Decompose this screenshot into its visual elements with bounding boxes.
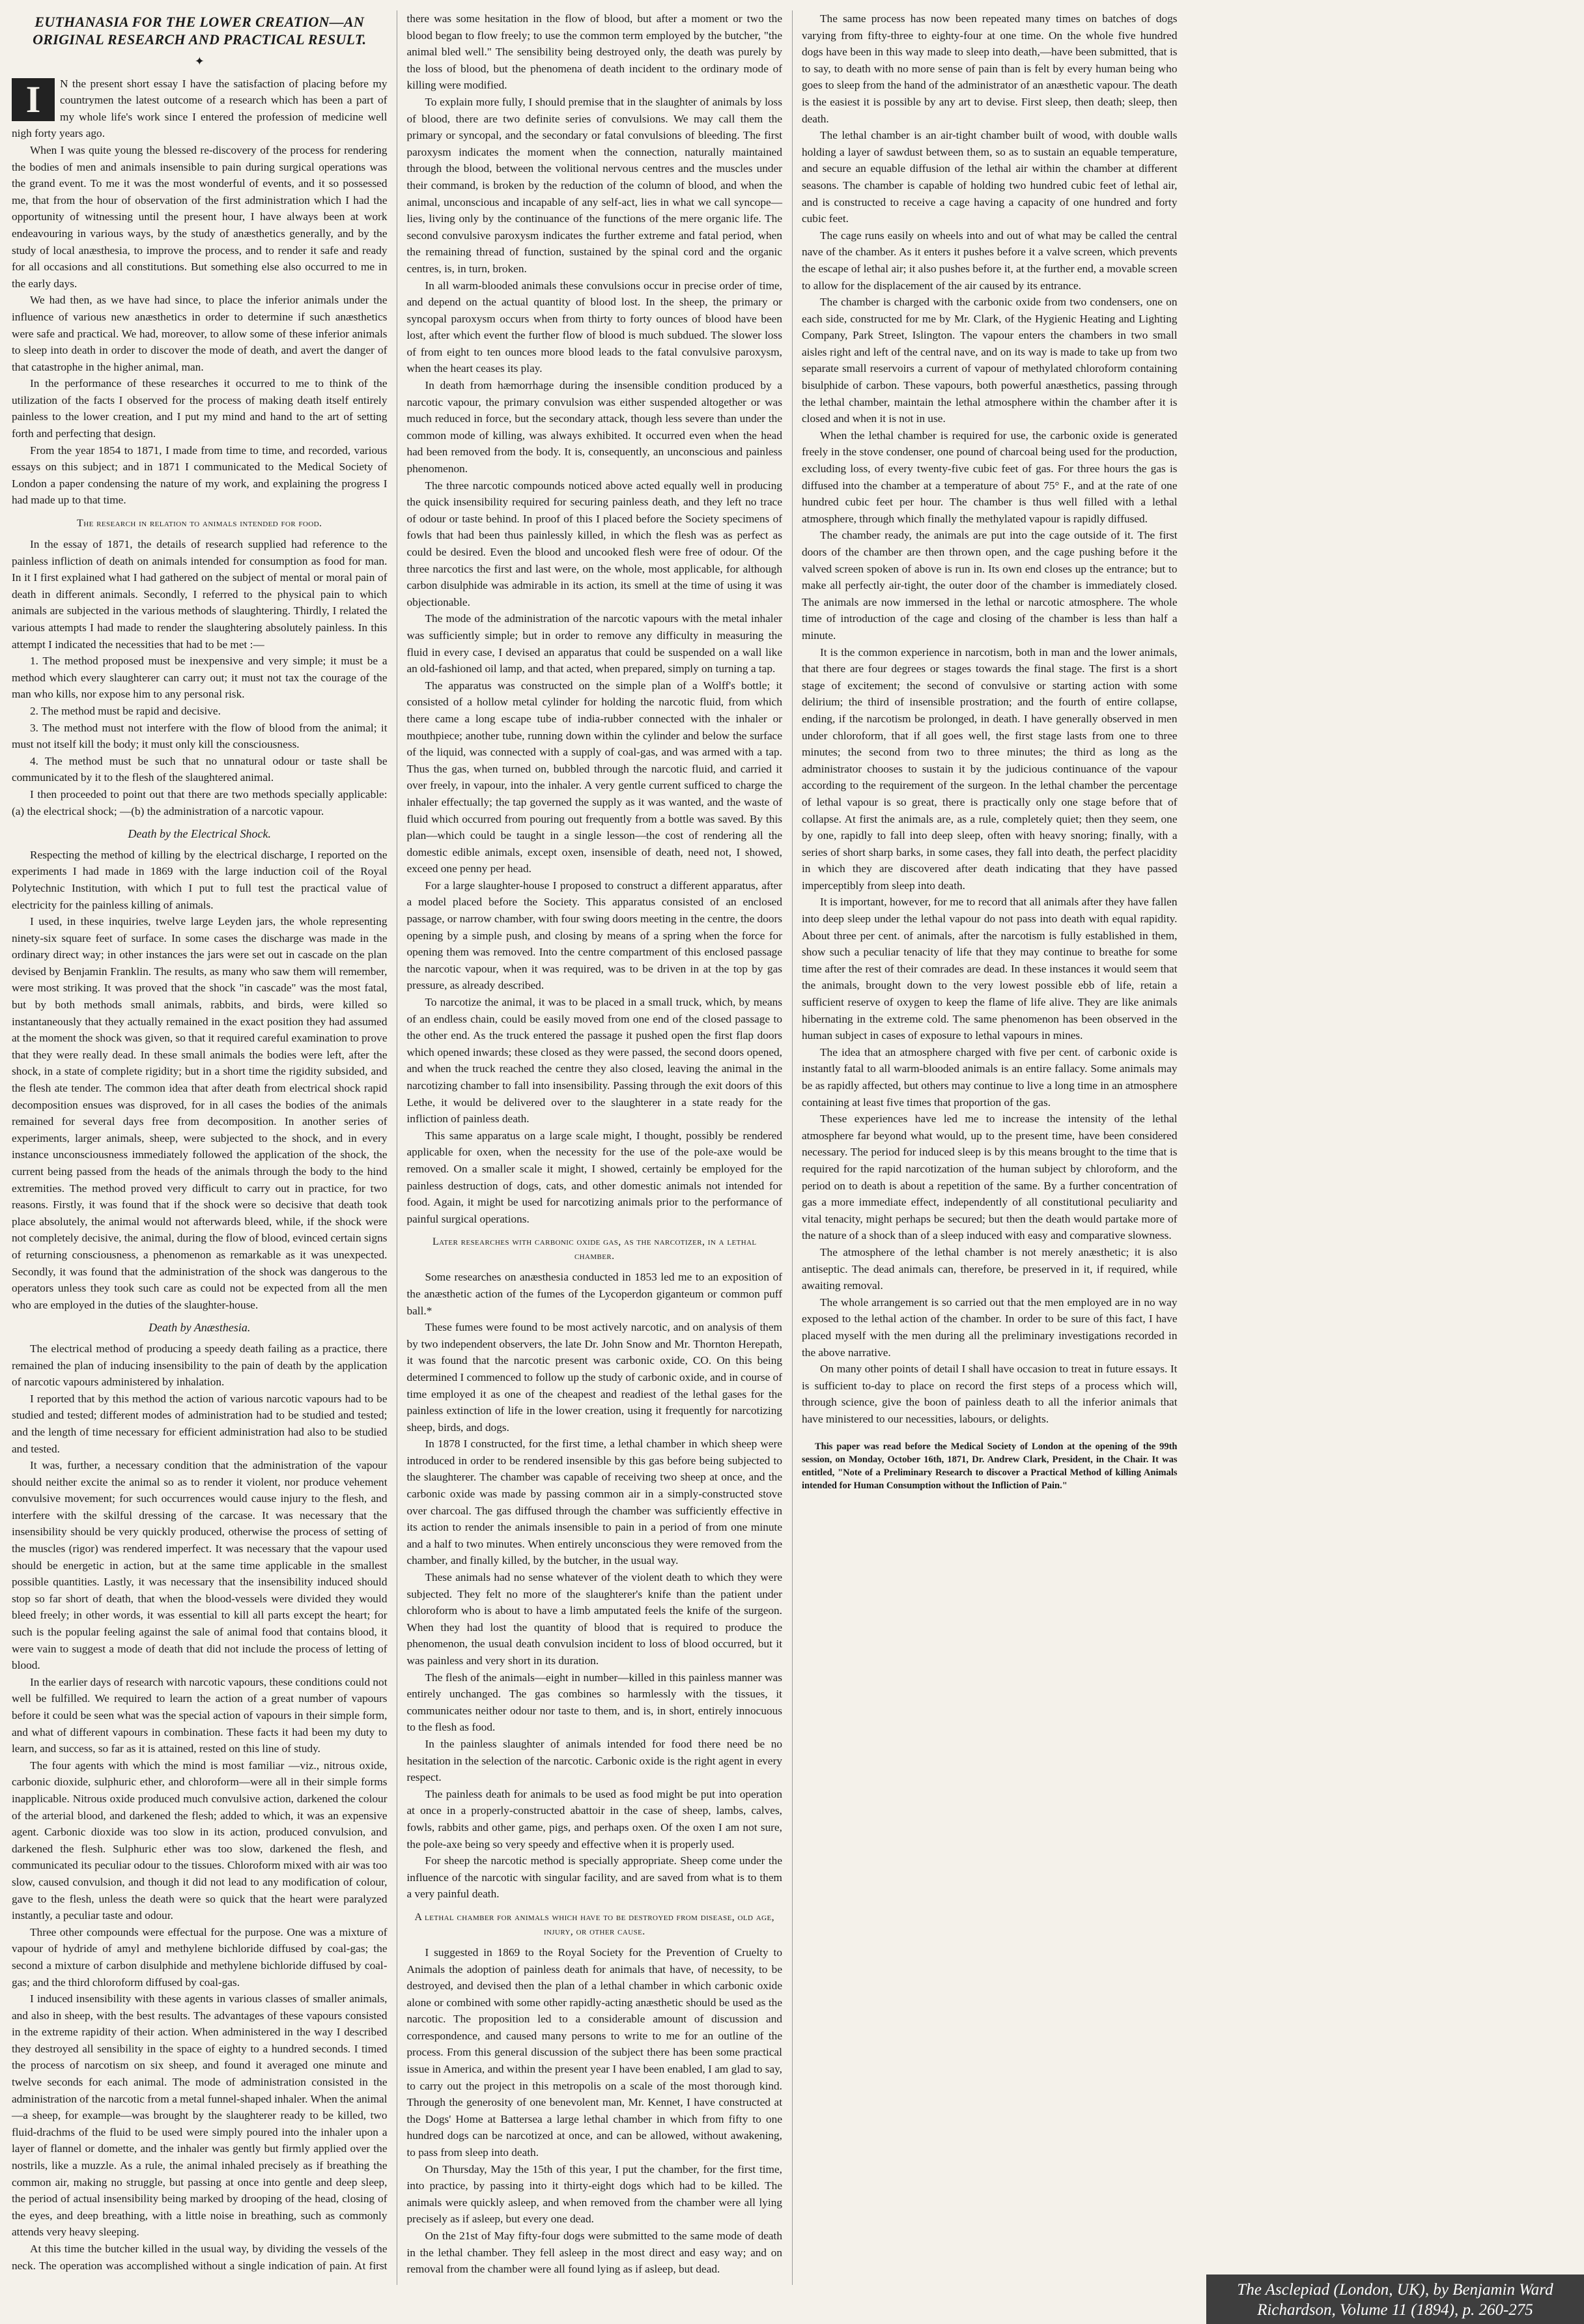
paragraph: From the year 1854 to 1871, I made from time to time, and recorded, various essays on this subject; and in 1871 I communicated to the Medical Society of London a paper condensing the nature of my work, and explaining the progress I had made up to that time. (12, 444, 388, 507)
paragraph: Three other compounds were effectual for the purpose. One was a mixture of vapour of hydride of amyl and methylene bichloride diffused by coal-gas; the second a mixture of carbon disulphide and methylene bichloride diffused by coal-gas; and the third chloroform diffused by coal-gas. (12, 1925, 388, 1989)
paragraph: On Thursday, May the 15th of this year, I put the chamber, for the first time, into practice, by passing into it thirty-eight dogs which had to be killed. The animals were quickly asleep, and when removed from the chamber were all lying precisely as if asleep, but every one dead. (406, 2162, 782, 2226)
title-ornament: ✦ (194, 55, 205, 68)
paragraph: 1. The method proposed must be inexpensive and very simple; it must be a method which every slaughterer can carry out; it must not tax the courage of the man who kills, nor expose him to any personal risk. (12, 655, 388, 701)
paragraph: In all warm-blooded animals these convulsions occur in precise order of time, and depend on the actual quantity of blood lost. In the sheep, the primary or syncopal paroxysm occurs when from thirty to forty ounces of blood have been lost, after which event the further flow of blood is much subdued. The slower loss of from eight to ten ounces more blood leads to the fatal convulsive paroxysm, when the heart ceases its play. (406, 279, 782, 375)
paragraph: In the earlier days of research with narcotic vapours, these conditions could not well be fulfilled. We required to learn the action of a great number of vapours before it could be seen what was the special action of vapours in their simple form, and what of different vapours in combination. These facts it had been my duty to learn, and success, so far as it is attained, rested on this line of study. (12, 1675, 388, 1755)
paragraph: The three narcotic compounds noticed above acted equally well in producing the quick insensibility required for securing painless death, and they left no trace of odour or taste behind. In proof of this I placed before the Society specimens of fowls that had been thus painlessly killed, in which the flesh was as perfect as could be desired. Even the blood and uncooked flesh were free of odour. Of the three narcotics the first and last were, on the whole, most applicable, for although carbon disulphide was admirable in its action, its smell at the time of using it was objectionable. (406, 479, 782, 608)
caption-line-2: Richardson, Volume 11 (1894), p. 260-275 (1257, 2301, 1533, 2319)
paragraph: The mode of the administration of the narcotic vapours with the metal inhaler was sufficiently simple; but in order to remove any difficulty in measuring the fluid in every case, I devised an apparatus that could be suspended on a wall like an old-fashioned oil lamp, and that acted, when prepared, simply on turning a tap. (406, 612, 782, 675)
paragraph: Some researches on anæsthesia conducted in 1853 led me to an exposition of the anæsthetic action of the fumes of the Lycoperdon giganteum or common puff ball.* (406, 1271, 782, 1317)
paragraph: For sheep the narcotic method is specially appropriate. Sheep come under the influence of the narcotic with singular facility, and are saved from what is to them a very painful death. (406, 1854, 782, 1901)
paragraph-text: the present short essay I have the satisfaction of placing before my countrymen the latest outcome of a research which has been a part of my whole life's work since I entered the profession of medicine well nigh forty years ago. (12, 77, 388, 140)
footnote: This paper was read before the Medical Society of London at the opening of the 99th session, on Monday, October 16th, 1871, Dr. Andrew Clark, President, in the Chair. It was entitled, "Note of a Preliminary Research to discover a Practical Method of killing Animals intended for Human Consumption without the Infliction of Pain." (802, 1441, 1178, 1492)
first-word: N (60, 77, 68, 90)
paragraph: For a large slaughter-house I proposed to construct a different apparatus, after a model placed before the Society. This apparatus consisted of an enclosed passage, or narrow chamber, with four swing doors meeting in the centre, the doors opening by a simple push, and closing by means of a spring when the force for opening them was removed. Into the centre compartment of this enclosed passage the narcotic vapour, when it was required, was to be driven in at the top by gas pressure, as already described. (406, 879, 782, 992)
paragraph: The painless death for animals to be used as food might be put into operation at once in a properly-constructed abattoir in the case of sheep, lambs, calves, fowls, rabbits and other game, pigs, and perhaps oxen. Of the oxen I am not sure, the pole-axe being so very speedy and effective when it is properly used. (406, 1787, 782, 1850)
paragraph: 2. The method must be rapid and decisive. (30, 704, 221, 717)
paragraph: The whole arrangement is so carried out that the men employed are in no way exposed to the lethal action of the chamber. In order to be sure of this fact, I have placed myself with the men during all the preliminary investigations recorded in the above narrative. (802, 1296, 1178, 1359)
paragraph: The apparatus was constructed on the simple plan of a Wolff's bottle; it consisted of a hollow metal cylinder for holding the narcotic fluid, from which there came a long escape tube of india-rubber connected with the inhaler or mouthpiece; another tube, running down within the cylinder and below the surface of the liquid, was connected with a supply of coal-gas, and was armed with a tap. Thus the gas, when turned on, bubbled through the narcotic fluid, and carried it over freely, in vapour, into the inhaler. A very gentle current sufficed to charge the inhaler effectually; the tap governed the supply as it was wanted, and the waste of fluid which occurred from pouring out frequently from a bottle was saved. By this plan—which could be taught in a single lesson—the cost of rendering all the domestic edible animals, except oxen, insensible of death, need not, I showed, exceed one penny per head. (406, 679, 782, 875)
paragraph: At this time the butcher killed in the usual way, by dividing the vessels of the neck. The operation was accomplished without a single indication of pain. At first there was some hesitation in the flow of blood, but after a moment or two the blood began to flow freely; to use the common term employed by the butcher, "the animal bled well." The sensibility being destroyed only, the death was purely by the loss of blood, but the phenomena of death incident to the ordinary mode of killing were modified. (12, 12, 782, 2272)
paragraph: The same process has now been repeated many times on batches of dogs varying from fifty-three to eighty-four at one time. On the whole five hundred dogs have been in this way made to sleep into death,—have been submitted, that is to say, to death with no more sense of pain than is felt by every human being who goes to sleep from the hand of the administrator of an anæsthetic vapour. The death is the easiest it is possible by any art to devise. First sleep, then death; sleep, then death. (802, 12, 1178, 125)
paragraph: The idea that an atmosphere charged with five per cent. of carbonic oxide is instantly fatal to all warm-blooded animals is an entire fallacy. Some animals may be as rapidly affected, but others may continue to live a long time in an atmosphere containing at least five times that proportion of the gas. (802, 1045, 1178, 1109)
paragraph: Respecting the method of killing by the electrical discharge, I reported on the experiments I had made in 1869 with the large induction coil of the Royal Polytechnic Institution, with which I put to full test the practical value of electricity for the painless killing of animals. (12, 848, 388, 911)
paragraph: It is important, however, for me to record that all animals after they have fallen into deep sleep under the lethal vapour do not pass into death with equal rapidity. About three per cent. of animals, after the narcotism is fully established in them, show such a peculiar tenacity of life that they may continue to breathe for some time after the rest of their comrades are dead. In these instances it would seem that the animals, brought down to the very lowest possible ebb of life, retain a sufficient reserve of oxygen to keep the flame of life alive. They are like animals hibernating in the extreme cold. The same phenomenon has been observed in the human subject in cases of exposure to lethal vapours in mines. (802, 896, 1178, 1042)
paragraph: In 1878 I constructed, for the first time, a lethal chamber in which sheep were introduced in order to be rendered insensible by this gas before being subjected to the slaughterer. The chamber was capable of receiving two sheep at once, and the carbonic oxide was made by passing common air in a simply-constructed stove over charcoal. The gas diffused through the chamber was sufficiently effective in its action to render the animals insensible to pain in a period of from one minute and a half to two minutes. When entirely unconscious they were removed from the chamber, and finally killed, by the butcher, in the usual way. (406, 1438, 782, 1567)
section-heading: A lethal chamber for animals which have to be destroyed from disease, old age, injury, or other cause. (414, 1911, 774, 1937)
source-caption (1206, 2274, 1584, 2324)
paragraph: In the painless slaughter of animals intended for food there need be no hesitation in the selection of the narcotic. Carbonic oxide is the right agent in every respect. (406, 1737, 782, 1784)
paragraph: On many other points of detail I shall have occasion to treat in future essays. It is sufficient to-day to place on record the first steps of a process which will, through science, give the boon of painless death to all the inferior animals that have ministered to our necessities, labours, or delights. (802, 1363, 1178, 1425)
paragraph: The atmosphere of the lethal chamber is not merely anæsthetic; it is also antiseptic. The dead animals can, therefore, be preserved in it, if required, while awaiting removal. (802, 1245, 1178, 1292)
subsection-heading: Death by Anæsthesia. (148, 1321, 251, 1335)
drop-cap: I (12, 78, 55, 121)
section-heading: The research in relation to animals intended for food. (77, 518, 322, 530)
paragraph: In death from hæmorrhage during the insensible condition produced by a narcotic vapour, the primary convulsion was either suspended altogether or was much reduced in force, but the secondary attack, though less severe than under the common mode of killing, was always exhibited. It occurred even when the head had been removed from the body. It is, consequently, an unconscious and painless phenomenon. (406, 379, 782, 475)
paragraph: When the lethal chamber is required for use, the carbonic oxide is generated freely in the stove condenser, one pound of charcoal being used for the production, excluding loss, of every twenty-five cubic feet of gas. For three hours the gas is diffused into the chamber at a temperature of about 75° F., and at the rate of one hundred cubic feet per hour. The chamber is thus well filled with a lethal atmosphere, through which finally the methylated vapour is rapidly diffused. (802, 429, 1178, 525)
paragraph: 4. The method must be such that no unnatural odour or taste shall be communicated by it to the flesh of the slaughtered animal. (12, 754, 388, 784)
paragraph (12, 76, 388, 142)
paragraph: The lethal chamber is an air-tight chamber built of wood, with double walls holding a layer of sawdust between them, so as to sustain an equable temperature, and secure an equable diffusion of the lethal air within the chamber at different seasons. The chamber is capable of holding two hundred cubic feet of lethal air, and is constructed to receive a cage having a capacity of one hundred and forty cubic feet. (802, 129, 1178, 225)
paragraph: The cage runs easily on wheels into and out of what may be called the central nave of the chamber. As it enters it pushes before it a valve screen, which prevents the escape of lethal air; it also pushes before it, at the further end, a movable screen to allow for the displacement of the air caused by its entrance. (802, 229, 1178, 292)
subsection-heading: Death by the Electrical Shock. (128, 827, 271, 841)
paragraph: To narcotize the animal, it was to be placed in a small truck, which, by means of an endless chain, could be easily moved from one end of the closed passage to the other end. As the truck entered the passage it pushed open the first flap doors which opened inwards; these closed as they were passed, the second doors opened, and when the truck reached the centre they also closed, leaving the animal in the narcotizing chamber to fall into insensibility. Passing through the exit doors of this Lethe, it would be delivered over to the slaughterer in a state ready for the infliction of painless death. (406, 996, 782, 1126)
paragraph: It was, further, a necessary condition that the administration of the vapour should neither excite the animal so as to render it violent, nor produce vehement convulsive movement; for such occurrences would cause injury to the flesh, and interfere with the skilful dressing of the carcase. It was necessary that the insensibility should be very quickly produced, otherwise the process of setting of the muscles (rigor) was rendered imperfect. It was necessary that the vapour used should be energetic in action, but at the same time applicable in the smallest possible quantities. Lastly, it was necessary that the insensibility induced should stop so far short of death, that when the blood-vessels were divided they would bleed freely; in other words, it was essential to kill all parts except the heart; for such is the popular feeling against the sale of animal food that contains blood, it were vain to suggest a mode of death that did not include the process of letting of blood. (12, 1459, 388, 1672)
paragraph: The four agents with which the mind is most familiar —viz., nitrous oxide, carbonic dioxide, sulphuric ether, and chloroform—were all in their simple forms inapplicable. Nitrous oxide produced much convulsive action, darkened the colour of the arterial blood, and darkened the flesh; added to which, it was an expensive agent. Carbonic dioxide was too slow in its action, produced convulsion, and darkened the flesh. Sulphuric ether was too slow, darkened the flesh, and communicated its peculiar odour to the tissues. Chloroform mixed with air was too slow, caused convulsion, and though it did not lead to any modification of colour, gave to the flesh, unless the death were so quick that the heart were paralyzed instantly, a peculiar taste and odour. (12, 1759, 388, 1922)
paragraph: The chamber ready, the animals are put into the cage outside of it. The first doors of the chamber are then thrown open, and the cage pushing before it the valved screen spoken of above is run in. Its own end closes up the entrance; but to make all perfectly air-tight, the outer door of the chamber is immediately closed. The animals are now immersed in the lethal or narcotic atmosphere. The whole time of introduction of the cage and closing of the chamber is less than half a minute. (802, 529, 1178, 642)
paragraph: 3. The method must not interfere with the flow of blood from the animal; it must not itself kill the body; it must only kill the consciousness. (12, 721, 388, 751)
paragraph: I used, in these inquiries, twelve large Leyden jars, the whole representing ninety-six square feet of surface. In some cases the discharge was made in the ordinary direct way; in other instances the jars were set out in cascade on the plan devised by Benjamin Franklin. The results, as many who saw them will remember, were most striking. It was proved that the shock "in cascade" was the most fatal, but by both methods small animals, rabbits, and birds, were killed so instantaneously that they actually remained in the exact position they had assumed at the moment the shock was given, so that it required careful examination to prove that they were really dead. In these small animals the bodies were left, after the shock, in a state of complete rigidity; but in a short time the rigidity subsided, and the flesh ate tender. The common idea that after death from electrical shock rapid decomposition ensues was disproved, for in all cases the bodies of the animals remained for several days free from decomposition. In another series of experiments, larger animals, sheep, were subjected to the shock, and in every instance unconsciousness immediately followed the application of the shock, the current being passed from the heads of the animals through the body to the hind extremities. The method proved very difficult to carry out in practice, for two reasons. Firstly, it was found that if the shock were so decisive that death took place absolutely, the animal would not afterwards bleed, while, if the shock were not completely decisive, the animal, during the flow of blood, evinced certain signs of returning consciousness, a phenomenon as remarkable as it was unexpected. Secondly, it was found that the administration of the shock was dangerous to the operators unless they took such care as could not be expected from all the men who are employed in the duties of the slaughter-house. (12, 915, 388, 1311)
paragraph: The flesh of the animals—eight in number—killed in this painless manner was entirely unchanged. The gas combines so harmlessly with the tissues, it communicates neither odour nor taste to them, and is, in short, entirely innocuous to the flesh as food. (406, 1671, 782, 1734)
paragraph: These animals had no sense whatever of the violent death to which they were subjected. They felt no more of the slaughterer's knife than the patient under chloroform who is about to have a limb amputated feels the knife of the surgeon. When they had lost the quantity of blood that is required to produce the phenomenon, the usual death convulsion incident to loss of blood occurred, but it was painless and very short in its duration. (406, 1571, 782, 1667)
paragraph: When I was quite young the blessed re-discovery of the process for rendering the bodies of men and animals insensible to pain during surgical operations was the grand event. To me it was the most wonderful of events, and it so possessed me, that from the hour of observation of the first administration which I had the opportunity of witnessing until the present hour, I have always been at work endeavouring in various ways, by the study of anæsthetics generally, and by the study of local anæsthesia, to improve the process, and to render it safe and ready for all occasions and all constitutions. But something else also occurred to me in the early days. (12, 143, 388, 290)
paragraph: This same apparatus on a large scale might, I thought, possibly be rendered applicable for oxen, when the necessity for the use of the pole-axe would be removed. On a smaller scale it might, I showed, certainly be employed for the painless destruction of dogs, cats, and other domestic animals not intended for food. Again, it might be used for narcotizing animals prior to the performance of painful surgical operations. (406, 1129, 782, 1225)
article-title: EUTHANASIA FOR THE LOWER CREATION—AN ORIGINAL RESEARCH AND PRACTICAL RESULT. (33, 14, 367, 48)
paragraph: We had then, as we have had since, to place the inferior animals under the influence of various new anæsthetics in order to determine if such anæsthetics were safe and practical. We had, moreover, to allow some of these inferior animals to sleep into death in order to discover the mode of death, and avert the danger of that catastrophe in the higher animal, man. (12, 294, 388, 373)
article-body (12, 10, 1178, 2285)
paragraph: The chamber is charged with the carbonic oxide from two condensers, one on each side, constructed for me by Mr. Clark, of the Hygienic Heating and Lighting Company, Park Street, Islington. The vapour enters the chambers in two small aisles right and left of the central nave, and on its way is made to take up from two separate small reservoirs a current of vapour of methylated chloroform containing bisulphide of carbon. These vapours, both powerful anæsthetics, passing through the lethal chamber, maintain the lethal atmosphere within the chamber after it is closed and when it is not in use. (802, 296, 1178, 425)
section-heading: Later researches with carbonic oxide gas, as the narcotizer, in a lethal chamber. (432, 1236, 757, 1262)
paragraph: These experiences have led me to increase the intensity of the lethal atmosphere far beyond what would, up to the present time, have been considered necessary. The period for induced sleep is by this means brought to the time that is required for the rapid narcotization of the human subject by chloroform, and the period on to death is about a repetition of the same. By a further concentration of gas a more immediate effect, independently of all constitutional peculiarity and vital tenacity, might perhaps be secured; but then the death would partake more of the nature of a shock than of a sleep induced with easy and comparative slowness. (802, 1112, 1178, 1242)
paragraph: In the performance of these researches it occurred to me to think of the utilization of the facts I observed for the process of making death itself entirely painless to the lower creation, and I put my mind and hand to the art of setting forth and perfecting that design. (12, 377, 388, 440)
paragraph: It is the common experience in narcotism, both in man and the lower animals, that there are four degrees or stages towards the final stage. The first is a short stage of excitement; the second of convulsive or starting action with some delirium; the third of insensible prostration; and the fourth of entire collapse, ending, if the narcotism be prolonged, in death. I have generally observed in men under chloroform, that if all goes well, the first stage lasts from one to three minutes; the second from two to three minutes; the third as long as the administrator chooses to sustain it by the judicious continuance of the vapour according to the requirement of the surgeon. In the lethal chamber the percentage of lethal vapour is so great, there is practically only one stage before that of collapse. At first the animals are, as a rule, completely quiet; then they seem, one by one, rapidly to fall into deep sleep, often with heavy snoring; finally, with a series of short sharp barks, in some cases, they fall into death, the perfect placidity in which they are discovered after death indicating that they have passed imperceptibly from sleep into death. (802, 645, 1178, 892)
paragraph: I reported that by this method the action of various narcotic vapours had to be studied and tested; different modes of administration had to be studied and tested; and the length of time necessary for efficient administration had also to be studied and tested. (12, 1392, 388, 1455)
paragraph: In the essay of 1871, the details of research supplied had reference to the painless infliction of death on animals intended for consumption as food for man. In it I first explained what I had gathered on the subject of mental or moral pain of death in different animals. Secondly, I referred to the physical pain to which animals are subjected in the various methods of slaughtering. Thirdly, I related the various attempts I had made to render the slaughtering absolutely painless. In this attempt I indicated the necessities that had to be met :— (12, 538, 388, 651)
paragraph: I then proceeded to point out that there are two methods specially applicable: (a) the electrical shock; —(b) the administration of a narcotic vapour. (12, 787, 388, 817)
paragraph: These fumes were found to be most actively narcotic, and on analysis of them by two independent observers, the late Dr. John Snow and Mr. Thornton Herepath, it was found that the narcotic present was carbonic oxide, CO. On this being determined I commenced to follow up the study of carbonic oxide, and in course of time employed it as one of the cheapest and readiest of the lethal gases for the painless extinction of life in the lower creation, using it frequently for narcotizing sheep, birds, and dogs. (406, 1321, 782, 1434)
paragraph: On the 21st of May fifty-four dogs were submitted to the same mode of death in the lethal chamber. They fell asleep in the most direct and easy way; and on removal from the chamber were all found lying as if asleep, but dead. (406, 2230, 782, 2276)
paragraph: The electrical method of producing a speedy death failing as a practice, there remained the plan of inducing insensibility to the pain of death by the application of narcotic vapours administered by inhalation. (12, 1342, 388, 1389)
paragraph: I suggested in 1869 to the Royal Society for the Prevention of Cruelty to Animals the adoption of painless death for animals that have, of necessity, to be destroyed, and devised then the plan of a lethal chamber in which carbonic oxide alone or combined with some other rapidly-acting anæsthetic should be used as the narcotic. The proposition led to a considerable amount of discussion and correspondence, and caused many persons to write to me for an outline of the process. From this general discussion of the subject there has been some practical issue in America, and within the present year I have been enabled, I am glad to say, to carry out the project in this metropolis on a scale of the most thorough kind. Through the generosity of one benevolent man, Mr. Kennet, I have constructed at the Dogs' Home at Battersea a large lethal chamber in which from fifty to one hundred dogs can be narcotized at once, and can be allowed, without awakening, to pass from sleep into death. (406, 1946, 782, 2159)
caption-line-1: The Asclepiad (London, UK), by Benjamin Ward (1237, 2281, 1553, 2299)
paragraph: I induced insensibility with these agents in various classes of smaller animals, and also in sheep, with the best results. The advantages of these vapours consisted in the extreme rapidity of their action. When administered in the way I described they destroyed all sensibility in the space of eighty to a hundred seconds. I timed the process of narcotism on six sheep, and found it averaged one minute and twelve seconds for each animal. The mode of administration consisted in the administration of the narcotic from a metal funnel-shaped inhaler. When the animal—a sheep, for example—was brought by the slaughterer ready to be killed, two fluid-drachms of the fluid to be used were simply poured into the inhaler upon a layer of flannel or domette, and the inhaler was gently but firmly applied over the nostrils, like a muzzle. As a rule, the animal inhaled precisely as if breathing the common air, making no struggle, but passing at once into gentle and deep sleep, the period of actual insensibility being marked by drooping of the head, closing of the eyes, and deep breathing, with a little noise in breathing, such as commonly attends very heavy sleeping. (12, 1992, 388, 2239)
paragraph: To explain more fully, I should premise that in the slaughter of animals by loss of blood, there are two definite series of convulsions. We may call them the primary or syncopal, and the secondary or fatal convulsions of bleeding. The first paroxysm indicates the moment when the connection, naturally maintained through the blood, between the volitional nervous centres and the muscles under their command, is broken by the reduction of the column of blood, and when the animal, unconscious and incapable of any self-act, lies in what we call syncope—lies, living only by the continuance of the functions of the mere organic life. The second convulsive paroxysm indicates the further extreme and fatal period, when the remaining thread of function, sustained by the spinal cord and the organic centres, is, in turn, broken. (406, 95, 782, 275)
